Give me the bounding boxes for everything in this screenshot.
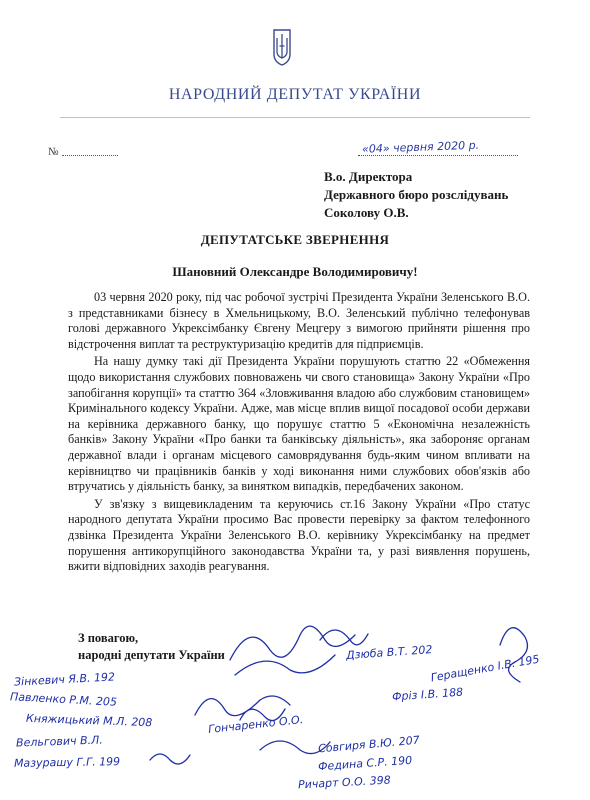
- date-line: [358, 155, 518, 156]
- signature-herashchenko: Геращенко І.В. 195: [429, 652, 541, 685]
- closing-line-1: З повагою,: [78, 631, 139, 645]
- document-number-label: №: [48, 146, 59, 158]
- signature-knyazhytskyi: Княжицький М.Л. 208: [25, 711, 153, 730]
- header-divider: [60, 117, 530, 118]
- signature-sovhyria: Совгиря В.Ю. 207: [317, 733, 421, 756]
- body-text: [68, 290, 530, 577]
- signature-pavlenko: Павленко Р.М. 205: [9, 690, 118, 709]
- signature-fedyna: Федина С.Р. 190: [317, 753, 413, 774]
- salutation: Шановний Олександре Володимировичу!: [172, 264, 418, 279]
- trident-coat-of-arms-icon: [271, 28, 293, 66]
- paragraph-2: На нашу думку такі дії Президента України порушують статтю 22 «Обмеження щодо використання службових повноважень чи свого становища» Закону України «Про запобігання корупції» та статтю 364 «Зловживання владою або службовим становищем» Кримінального кодексу України. Адже, мав місце вплив вищої посадової особи держави на керівника державного банку, що порушує статтю 5 «Економічна незалежність банків» Закону України «Про банки та банківську діяльність», яка забороняє органам державної влади і органам місцевого самоврядування будь-яким чином впливати на керівництво чи працівників банків у ході виконання ними службових обов'язків або втручатись у діяльність банку, за винятком випадків, передбачених законом.: [68, 354, 530, 494]
- header-title: НАРОДНИЙ ДЕПУТАТ УКРАЇНИ: [168, 86, 422, 103]
- addressee-block: [324, 168, 508, 222]
- paragraph-3: У зв'язку з вищевикладеним та керуючись ст.16 Закону України «Про статус народного депутата України просимо Вас провести перевірку за фактом телефонного дзвінка Президента України Зеленського В.О. керівнику Укрексімбанку на предмет порушення антикорупційного законодавства України та, у разі виявлення порушень, вжити відповідних заходів реагування.: [68, 496, 530, 574]
- addressee-line-2: Державного бюро розслідувань: [324, 187, 509, 202]
- signature-mazurashu: Мазурашу Г.Г. 199: [13, 755, 121, 770]
- addressee-line-3: Соколову О.В.: [324, 205, 409, 220]
- signature-honcharenko: Гончаренко О.О.: [207, 713, 304, 736]
- signature-dziuba: Дзюба В.Т. 202: [345, 642, 433, 663]
- signature-rychart: Ричарт О.О. 398: [297, 773, 391, 792]
- document-title: ДЕПУТАТСЬКЕ ЗВЕРНЕННЯ: [200, 232, 390, 247]
- handwritten-date: «04» червня 2020 р.: [361, 138, 480, 156]
- signature-velhovych: Вельгович В.Л.: [15, 733, 103, 750]
- addressee-line-1: В.о. Директора: [324, 169, 413, 184]
- signature-zinkevych: Зінкевич Я.В. 192: [13, 670, 116, 689]
- document-number-line: [62, 155, 118, 156]
- paragraph-1: 03 червня 2020 року, під час робочої зустрічі Президента України Зеленського В.О. з представниками бізнесу в Хмельницькому, В.О. Зеленський публічно телефонував голові державного Укрексімбанку Євгену Мецгеру з вимогою прийняти рішення про відстрочення виплат та реструктуризацію кредитів для підприємців.: [68, 290, 530, 351]
- closing-line-2: народні депутати України: [78, 648, 225, 662]
- signature-friz: Фріз І.В. 188: [391, 685, 464, 704]
